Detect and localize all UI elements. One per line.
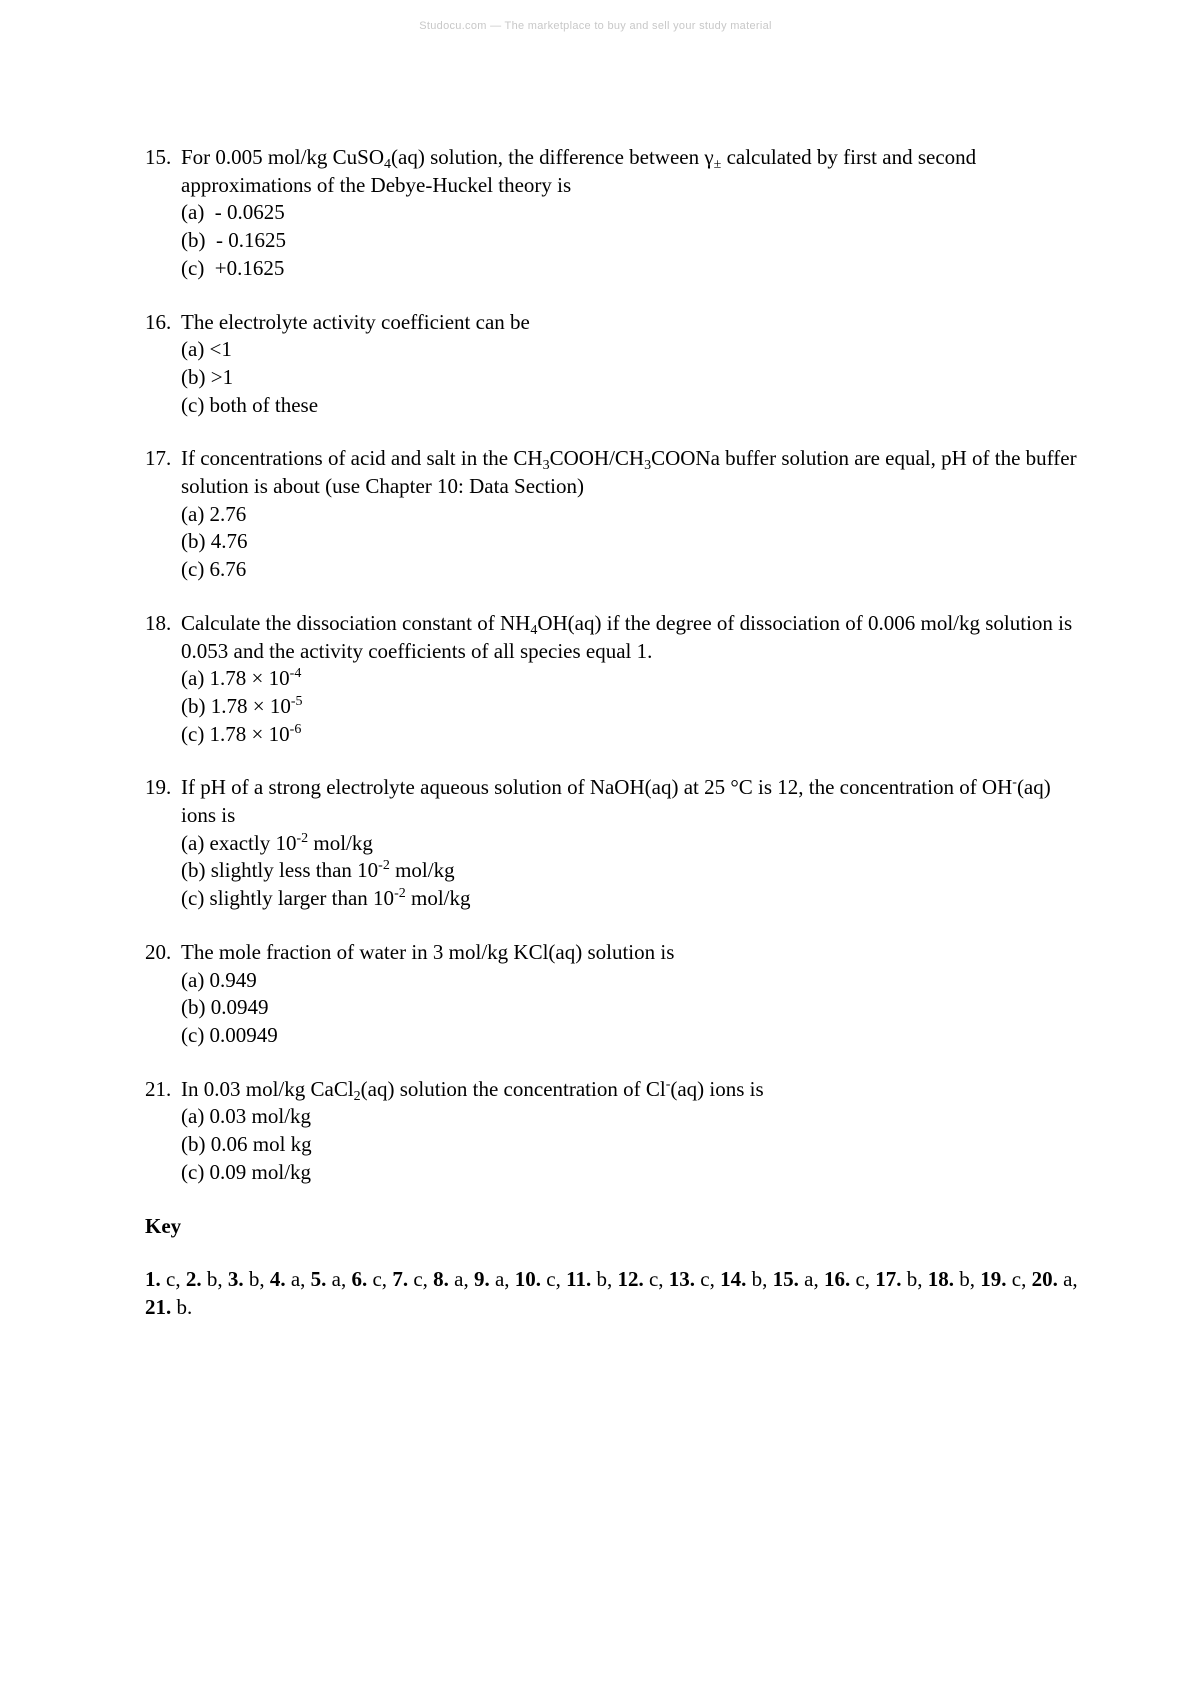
question-text: In 0.03 mol/kg CaCl$_2$(aq) solution the concentration of Cl-(aq) ions is	[181, 1076, 764, 1104]
answer-number: 16.	[823, 1267, 851, 1292]
question-18	[145, 610, 1085, 749]
option-a: (a) 2.76	[181, 501, 247, 526]
question-sheet	[145, 144, 1085, 1322]
question-21	[145, 1076, 1085, 1187]
question-text: For 0.005 mol/kg CuSO$_4$(aq) solution, the difference between $\gamma_\pm$ calculated by first and second approximations of the Debye-Huckel theory is	[181, 145, 977, 197]
question-number: 18.	[145, 610, 172, 635]
answer-letter: b,	[746, 1267, 773, 1292]
answer-letter: b,	[201, 1267, 228, 1292]
question-number: 19.	[145, 775, 172, 800]
option-c: (c) $1.78 \times 10^{-6}$	[181, 721, 302, 746]
question-15	[145, 144, 1085, 283]
answer-number: 19.	[980, 1267, 1007, 1292]
option-b: (b) $1.78 \times 10^{-5}$	[181, 693, 303, 718]
option-c: (c) 0.00949	[181, 1022, 278, 1047]
answer-number: 10.	[514, 1267, 542, 1292]
answer-number: 1.	[145, 1267, 161, 1292]
answer-key	[145, 1266, 1085, 1321]
answer-letter: b,	[901, 1267, 928, 1292]
question-number: 16.	[145, 309, 172, 334]
answer-letter: c,	[850, 1267, 876, 1292]
option-a: (a) - 0.0625	[181, 200, 285, 225]
question-text: The mole fraction of water in 3 mol/kg KCl(aq) solution is	[181, 939, 675, 964]
option-b: (b) 0.0949	[181, 995, 269, 1020]
answer-number: 2.	[185, 1267, 202, 1292]
answer-letter: c,	[367, 1267, 393, 1292]
option-c: (c) 6.76	[181, 557, 247, 582]
answer-number: 15.	[772, 1267, 799, 1292]
question-number: 20.	[145, 939, 172, 964]
answer-letter: c,	[643, 1267, 669, 1292]
answer-letter: c,	[408, 1267, 434, 1292]
question-17	[145, 445, 1085, 584]
option-c: (c) 0.09 mol/kg	[181, 1159, 312, 1184]
answer-letter: c,	[160, 1267, 186, 1292]
option-c: (c) both of these	[181, 392, 319, 417]
answer-number: 13.	[668, 1267, 696, 1292]
option-a: (a) 0.03 mol/kg	[181, 1104, 312, 1129]
answer-number: 14.	[720, 1267, 747, 1292]
question-16	[145, 309, 1085, 420]
option-a: (a) exactly $10^{-2}$ mol/kg	[181, 830, 373, 855]
answer-number: 3.	[227, 1267, 244, 1292]
answer-number: 21.	[145, 1294, 172, 1319]
answer-number: 8.	[433, 1267, 449, 1292]
question-text: Calculate the dissociation constant of $NH_4OH(aq)$ if the degree of dissociation of 0.006 mol/kg solution is 0.053 and the activity coefficients of all species equal 1.	[181, 610, 1073, 663]
answer-letter: b,	[243, 1267, 270, 1292]
option-c: (c) slightly larger than $10^{-2}$ mol/kg	[181, 886, 471, 911]
key-heading: Key	[145, 1213, 182, 1238]
answer-letter: a,	[798, 1267, 824, 1292]
answer-number: 20.	[1031, 1267, 1058, 1292]
answer-letter: b.	[171, 1294, 193, 1319]
answer-letter: b,	[591, 1267, 618, 1292]
option-b: (b) - 0.1625	[181, 228, 286, 253]
question-number: 15.	[145, 145, 172, 169]
option-b: (b) >1	[181, 364, 234, 389]
answer-number: 18.	[927, 1267, 955, 1292]
option-b: (b) 0.06 mol kg	[181, 1132, 312, 1157]
answer-number: 7.	[392, 1267, 409, 1292]
answer-letter: a,	[489, 1267, 515, 1292]
answer-letter: a,	[326, 1267, 352, 1292]
answer-letter: c,	[1006, 1267, 1032, 1292]
answer-letter: a,	[285, 1267, 311, 1292]
option-a: (a) <1	[181, 337, 232, 362]
answer-number: 12.	[617, 1267, 644, 1292]
answer-letter: c,	[695, 1267, 721, 1292]
answer-letter: b,	[954, 1267, 981, 1292]
question-20	[145, 939, 1085, 1050]
question-text: The electrolyte activity coefficient can be	[181, 309, 530, 334]
option-c: (c) +0.1625	[181, 255, 285, 280]
option-b: (b) 4.76	[181, 529, 248, 554]
question-number: 21.	[145, 1076, 172, 1101]
answer-number: 6.	[351, 1267, 368, 1292]
answer-number: 9.	[473, 1267, 490, 1292]
answer-letter: c,	[541, 1267, 567, 1292]
answer-number: 17.	[875, 1267, 902, 1292]
answer-letter: a,	[1057, 1267, 1078, 1292]
answer-number: 4.	[269, 1267, 286, 1292]
answer-number: 5.	[310, 1267, 327, 1292]
watermark-text: Studocu.com — The marketplace to buy and sell your study material	[419, 20, 772, 32]
option-a: (a) $1.78 \times 10^{-4}$	[181, 666, 302, 691]
question-text: If pH of a strong electrolyte aqueous solution of NaOH(aq) at 25 °C is 12, the concentration of OH-(aq) ions is	[181, 775, 1051, 828]
answer-letter: a,	[448, 1267, 474, 1292]
question-19	[145, 774, 1085, 913]
answer-number: 11.	[566, 1267, 592, 1292]
question-number: 17.	[145, 446, 172, 471]
option-a: (a) 0.949	[181, 967, 257, 992]
option-b: (b) slightly less than $10^{-2}$ mol/kg	[181, 858, 455, 883]
question-text: If concentrations of acid and salt in the $CH_3COOH/CH_3COONa$ buffer solution are equal, pH of the buffer solution is about (use Chapter 10: Data Section)	[181, 446, 1077, 499]
